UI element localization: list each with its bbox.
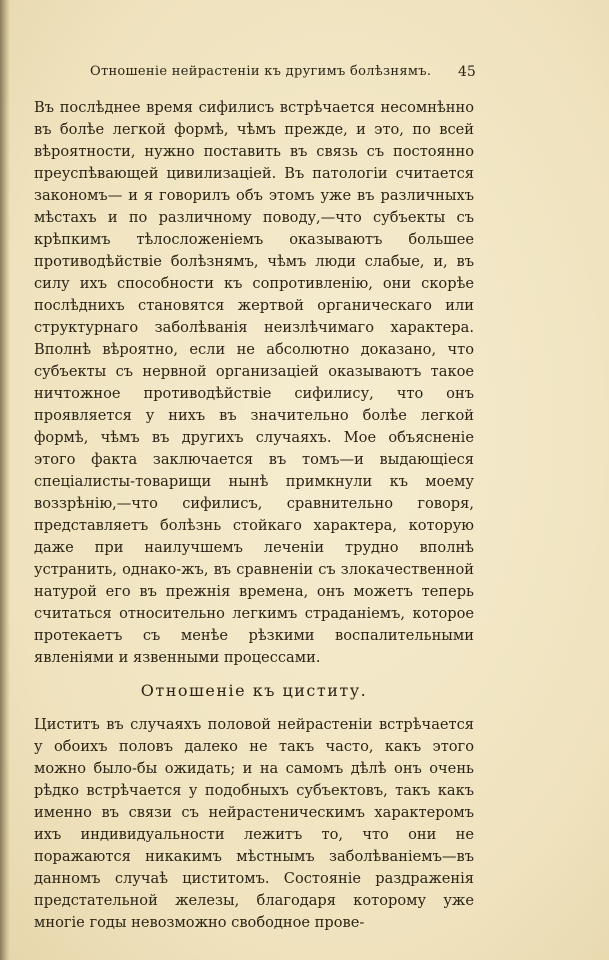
page-number: 45 — [458, 64, 476, 80]
running-header: Отношеніе нейрастеніи къ другимъ болѣзнямъ. — [90, 64, 432, 79]
section-title: Отношеніе къ циститу. — [140, 681, 368, 700]
paragraph-syphilis: Въ послѣднее время сифилисъ встрѣчается несомнѣнно въ болѣе легкой формѣ, чѣмъ прежде, и это, по всей вѣроятности, нужно поставить въ связь съ постоянно преуспѣвающей цивилизаціей. Въ патологіи считается закономъ— и я говорилъ объ этомъ уже въ различныхъ мѣстахъ и по различному поводу,—что субъекты съ крѣпкимъ тѣлосложеніемъ оказываютъ большее противодѣйствіе болѣзнямъ, чѣмъ люди слабые, и, въ силу ихъ способности къ сопротивленію, они скорѣе послѣднихъ становятся жертвой органическаго или структурнаго заболѣванія неизлѣчимаго характера. Вполнѣ вѣроятно, если не абсолютно доказано, что субъекты съ нервной организаціей оказываютъ такое ничтожное противодѣйствіе сифилису, что онъ проявляется у нихъ въ значительно болѣе легкой формѣ, чѣмъ въ другихъ случаяхъ. Мое объясненіе этого факта заключается въ томъ—и выдающіеся спеціалисты-товарищи нынѣ примкнули къ моему воззрѣнію,—что сифилисъ, сравнительно говоря, представляетъ болѣзнь стойкаго характера, которую даже при наилучшемъ леченіи трудно вполнѣ устранить, однако-жъ, въ сравненіи съ злокачественной натурой его въ прежнія времена, онъ можетъ теперь считаться относительно легкимъ страданіемъ, которое протекаетъ съ менѣе рѣзкими воспалительными явленіями и язвенными процессами. — [34, 99, 474, 666]
main-text — [34, 97, 474, 934]
page-binding-shadow — [0, 0, 10, 960]
paragraph-cystitis: Циститъ въ случаяхъ половой нейрастеніи встрѣчается у обоихъ половъ далеко не такъ часто, какъ этого можно было-бы ожидать; и на самомъ дѣлѣ онъ очень рѣдко встрѣчается у подобныхъ субъектовъ, такъ какъ именно въ связи съ нейрастеническимъ характеромъ ихъ индивидуальности лежитъ то, что они не поражаются никакимъ мѣстнымъ заболѣваніемъ—въ данномъ случаѣ циститомъ. Состояніе раздраженія предстательной железы, благодаря которому уже многіе годы невозможно свободное прове- — [34, 716, 474, 931]
